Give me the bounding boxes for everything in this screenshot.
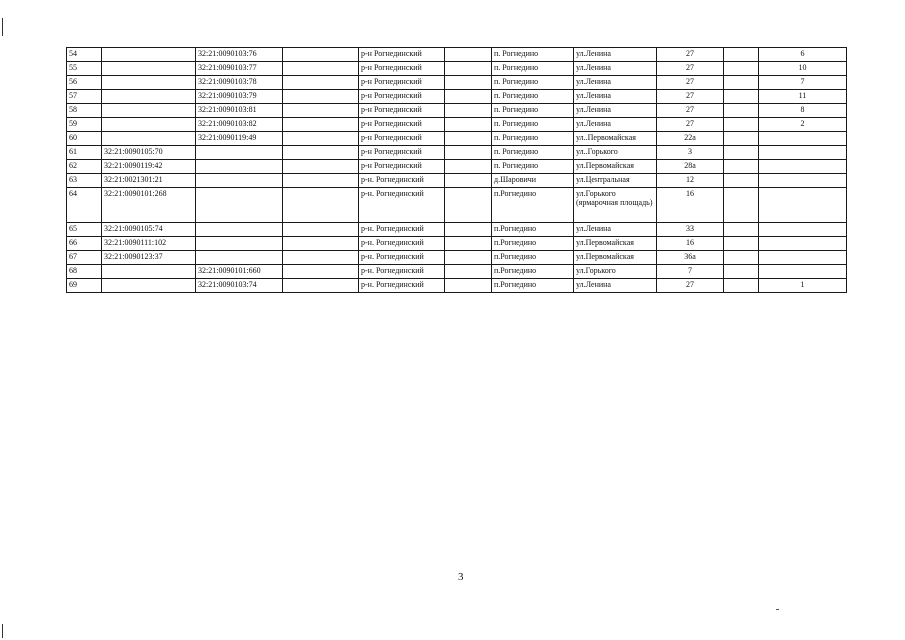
cell-street: ул.Горького (ярмарочная площадь)	[574, 188, 657, 223]
cell-cadastral-number-alt	[196, 174, 283, 188]
cell-street: ул.Ленина	[574, 76, 657, 90]
cell-cadastral-number: 32:21:0090123:37	[102, 251, 196, 265]
cell-cadastral-number	[102, 118, 196, 132]
cell-empty	[445, 160, 492, 174]
cell-row-number: 69	[67, 279, 102, 293]
table-row	[67, 104, 847, 118]
cell-empty	[724, 174, 759, 188]
table-row	[67, 237, 847, 251]
cell-district: р-н. Рогнединский	[359, 279, 445, 293]
cell-row-number: 54	[67, 48, 102, 62]
cell-empty	[283, 90, 359, 104]
cell-empty	[445, 223, 492, 237]
cell-cadastral-number: 32:21:0090105:70	[102, 146, 196, 160]
table-row	[67, 251, 847, 265]
cell-apartment-number: 7	[759, 76, 847, 90]
cell-house-number: 27	[657, 62, 724, 76]
cell-house-number: 16	[657, 237, 724, 251]
cell-empty	[724, 48, 759, 62]
table-row	[67, 188, 847, 223]
cell-settlement: п. Рогнедино	[492, 76, 574, 90]
cell-cadastral-number	[102, 132, 196, 146]
cell-empty	[724, 146, 759, 160]
table-row	[67, 132, 847, 146]
cell-cadastral-number-alt: 32:21:0090103:79	[196, 90, 283, 104]
cell-cadastral-number: 32:21:0090101:268	[102, 188, 196, 223]
cell-empty	[445, 174, 492, 188]
cell-empty	[283, 237, 359, 251]
cell-row-number: 60	[67, 132, 102, 146]
registry-body	[67, 48, 847, 293]
cell-cadastral-number	[102, 90, 196, 104]
cell-district: р-н. Рогнединский	[359, 188, 445, 223]
cell-cadastral-number	[102, 265, 196, 279]
cell-apartment-number	[759, 132, 847, 146]
cell-cadastral-number	[102, 279, 196, 293]
cell-district: р-н Рогнединский	[359, 76, 445, 90]
cell-settlement: п.Рогнедино	[492, 188, 574, 223]
table-row	[67, 62, 847, 76]
cell-house-number: 27	[657, 48, 724, 62]
cell-apartment-number	[759, 223, 847, 237]
cell-house-number: 3	[657, 146, 724, 160]
cell-empty	[724, 62, 759, 76]
cell-empty	[283, 265, 359, 279]
cell-empty	[283, 174, 359, 188]
cell-empty	[283, 188, 359, 223]
table-row	[67, 265, 847, 279]
cell-settlement: п. Рогнедино	[492, 118, 574, 132]
cell-street: ул.Ленина	[574, 104, 657, 118]
cell-settlement: п.Рогнедино	[492, 265, 574, 279]
cell-row-number: 68	[67, 265, 102, 279]
cell-street: ул.Ленина	[574, 48, 657, 62]
cell-house-number: 36а	[657, 251, 724, 265]
cell-district: р-н Рогнединский	[359, 104, 445, 118]
cell-empty	[283, 48, 359, 62]
cell-street: ул.Первомайская	[574, 237, 657, 251]
cell-cadastral-number	[102, 104, 196, 118]
cell-settlement: п. Рогнедино	[492, 104, 574, 118]
cell-empty	[445, 132, 492, 146]
cell-apartment-number	[759, 237, 847, 251]
table-row	[67, 279, 847, 293]
cell-empty	[445, 90, 492, 104]
cell-empty	[724, 223, 759, 237]
cell-cadastral-number: 32:21:0021301:21	[102, 174, 196, 188]
cell-empty	[445, 251, 492, 265]
cell-apartment-number	[759, 146, 847, 160]
cell-row-number: 65	[67, 223, 102, 237]
cell-street: ул.Центральная	[574, 174, 657, 188]
table-row	[67, 146, 847, 160]
cell-empty	[724, 90, 759, 104]
cell-apartment-number: 6	[759, 48, 847, 62]
cell-house-number: 27	[657, 104, 724, 118]
cell-empty	[283, 76, 359, 90]
cell-empty	[724, 237, 759, 251]
cell-cadastral-number-alt	[196, 237, 283, 251]
cell-empty	[724, 118, 759, 132]
cell-empty	[724, 251, 759, 265]
cell-apartment-number: 8	[759, 104, 847, 118]
table-row	[67, 48, 847, 62]
cell-district: р-н Рогнединский	[359, 160, 445, 174]
cell-settlement: п.Рогнедино	[492, 279, 574, 293]
table-row	[67, 174, 847, 188]
cell-house-number: 27	[657, 279, 724, 293]
cell-house-number: 28а	[657, 160, 724, 174]
cell-district: р-н. Рогнединский	[359, 251, 445, 265]
cell-empty	[445, 146, 492, 160]
cell-empty	[283, 62, 359, 76]
cell-apartment-number	[759, 174, 847, 188]
cell-empty	[283, 104, 359, 118]
cell-empty	[445, 76, 492, 90]
cell-house-number: 27	[657, 118, 724, 132]
cell-settlement: п.Рогнедино	[492, 251, 574, 265]
cell-empty	[445, 62, 492, 76]
cell-cadastral-number-alt	[196, 223, 283, 237]
cell-cadastral-number-alt	[196, 146, 283, 160]
cell-settlement: п.Рогнедино	[492, 223, 574, 237]
cell-street: ул.Горького	[574, 265, 657, 279]
cell-street: ул.Первомайская	[574, 251, 657, 265]
cell-settlement: п.Рогнедино	[492, 237, 574, 251]
cell-cadastral-number-alt: 32:21:0090103:77	[196, 62, 283, 76]
cell-empty	[283, 160, 359, 174]
cell-cadastral-number-alt	[196, 188, 283, 223]
cell-settlement: д.Шаровичи	[492, 174, 574, 188]
cell-empty	[283, 279, 359, 293]
cell-house-number: 22а	[657, 132, 724, 146]
cell-cadastral-number-alt: 32:21:0090101:660	[196, 265, 283, 279]
cell-settlement: п. Рогнедино	[492, 90, 574, 104]
scan-speck	[776, 609, 779, 610]
cell-empty	[724, 279, 759, 293]
address-registry-table	[66, 47, 847, 293]
cell-cadastral-number: 32:21:0090111:102	[102, 237, 196, 251]
cell-street: ул.Ленина	[574, 223, 657, 237]
cell-cadastral-number: 32:21:0090119:42	[102, 160, 196, 174]
table-row	[67, 223, 847, 237]
cell-row-number: 62	[67, 160, 102, 174]
cell-empty	[445, 265, 492, 279]
cell-street: ул..Горького	[574, 146, 657, 160]
cell-cadastral-number-alt	[196, 251, 283, 265]
cell-empty	[445, 279, 492, 293]
cell-cadastral-number-alt	[196, 160, 283, 174]
cell-empty	[724, 104, 759, 118]
cell-row-number: 57	[67, 90, 102, 104]
cell-empty	[724, 132, 759, 146]
cell-district: р-н Рогнединский	[359, 118, 445, 132]
cell-row-number: 58	[67, 104, 102, 118]
cell-house-number: 12	[657, 174, 724, 188]
cell-cadastral-number-alt: 32:21:0090103:81	[196, 104, 283, 118]
cell-district: р-н. Рогнединский	[359, 237, 445, 251]
scan-margin-mark	[2, 624, 3, 638]
cell-cadastral-number	[102, 62, 196, 76]
cell-empty	[283, 146, 359, 160]
cell-settlement: п. Рогнедино	[492, 146, 574, 160]
cell-empty	[445, 48, 492, 62]
cell-apartment-number: 10	[759, 62, 847, 76]
cell-street: ул.Ленина	[574, 279, 657, 293]
cell-apartment-number	[759, 251, 847, 265]
cell-street: ул.Первомайская	[574, 160, 657, 174]
cell-empty	[283, 118, 359, 132]
cell-cadastral-number-alt: 32:21:0090103:82	[196, 118, 283, 132]
cell-apartment-number	[759, 188, 847, 223]
cell-row-number: 64	[67, 188, 102, 223]
cell-row-number: 55	[67, 62, 102, 76]
cell-settlement: п. Рогнедино	[492, 132, 574, 146]
cell-district: р-н Рогнединский	[359, 90, 445, 104]
cell-apartment-number: 1	[759, 279, 847, 293]
cell-street: ул..Первомайская	[574, 132, 657, 146]
cell-street: ул.Ленина	[574, 118, 657, 132]
cell-house-number: 27	[657, 90, 724, 104]
cell-empty	[724, 76, 759, 90]
table-row	[67, 76, 847, 90]
cell-district: р-н. Рогнединский	[359, 223, 445, 237]
cell-house-number: 27	[657, 76, 724, 90]
cell-cadastral-number: 32:21:0090105:74	[102, 223, 196, 237]
cell-street: ул.Ленина	[574, 90, 657, 104]
cell-empty	[445, 237, 492, 251]
cell-house-number: 7	[657, 265, 724, 279]
cell-empty	[445, 188, 492, 223]
cell-cadastral-number-alt: 32:21:0090119:49	[196, 132, 283, 146]
cell-cadastral-number	[102, 76, 196, 90]
cell-district: р-н Рогнединский	[359, 132, 445, 146]
cell-settlement: п. Рогнедино	[492, 48, 574, 62]
cell-empty	[724, 160, 759, 174]
cell-house-number: 16	[657, 188, 724, 223]
cell-cadastral-number-alt: 32:21:0090103:74	[196, 279, 283, 293]
cell-empty	[283, 251, 359, 265]
cell-settlement: п. Рогнедино	[492, 62, 574, 76]
cell-apartment-number: 2	[759, 118, 847, 132]
cell-row-number: 67	[67, 251, 102, 265]
cell-empty	[445, 118, 492, 132]
cell-empty	[724, 265, 759, 279]
cell-district: р-н Рогнединский	[359, 146, 445, 160]
cell-apartment-number	[759, 265, 847, 279]
cell-street: ул.Ленина	[574, 62, 657, 76]
cell-district: р-н. Рогнединский	[359, 265, 445, 279]
cell-empty	[445, 104, 492, 118]
table-row	[67, 118, 847, 132]
cell-apartment-number: 11	[759, 90, 847, 104]
scan-margin-mark	[2, 18, 3, 36]
cell-district: р-н Рогнединский	[359, 62, 445, 76]
cell-apartment-number	[759, 160, 847, 174]
cell-house-number: 33	[657, 223, 724, 237]
cell-district: р-н Рогнединский	[359, 48, 445, 62]
cell-district: р-н. Рогнединский	[359, 174, 445, 188]
cell-cadastral-number	[102, 48, 196, 62]
page-number: 3	[458, 571, 464, 583]
cell-cadastral-number-alt: 32:21:0090103:78	[196, 76, 283, 90]
cell-row-number: 61	[67, 146, 102, 160]
cell-empty	[283, 223, 359, 237]
cell-cadastral-number-alt: 32:21:0090103:76	[196, 48, 283, 62]
cell-row-number: 66	[67, 237, 102, 251]
table-row	[67, 160, 847, 174]
table-row	[67, 90, 847, 104]
cell-empty	[283, 132, 359, 146]
cell-row-number: 59	[67, 118, 102, 132]
cell-row-number: 63	[67, 174, 102, 188]
cell-settlement: п. Рогнедино	[492, 160, 574, 174]
cell-row-number: 56	[67, 76, 102, 90]
cell-empty	[724, 188, 759, 223]
